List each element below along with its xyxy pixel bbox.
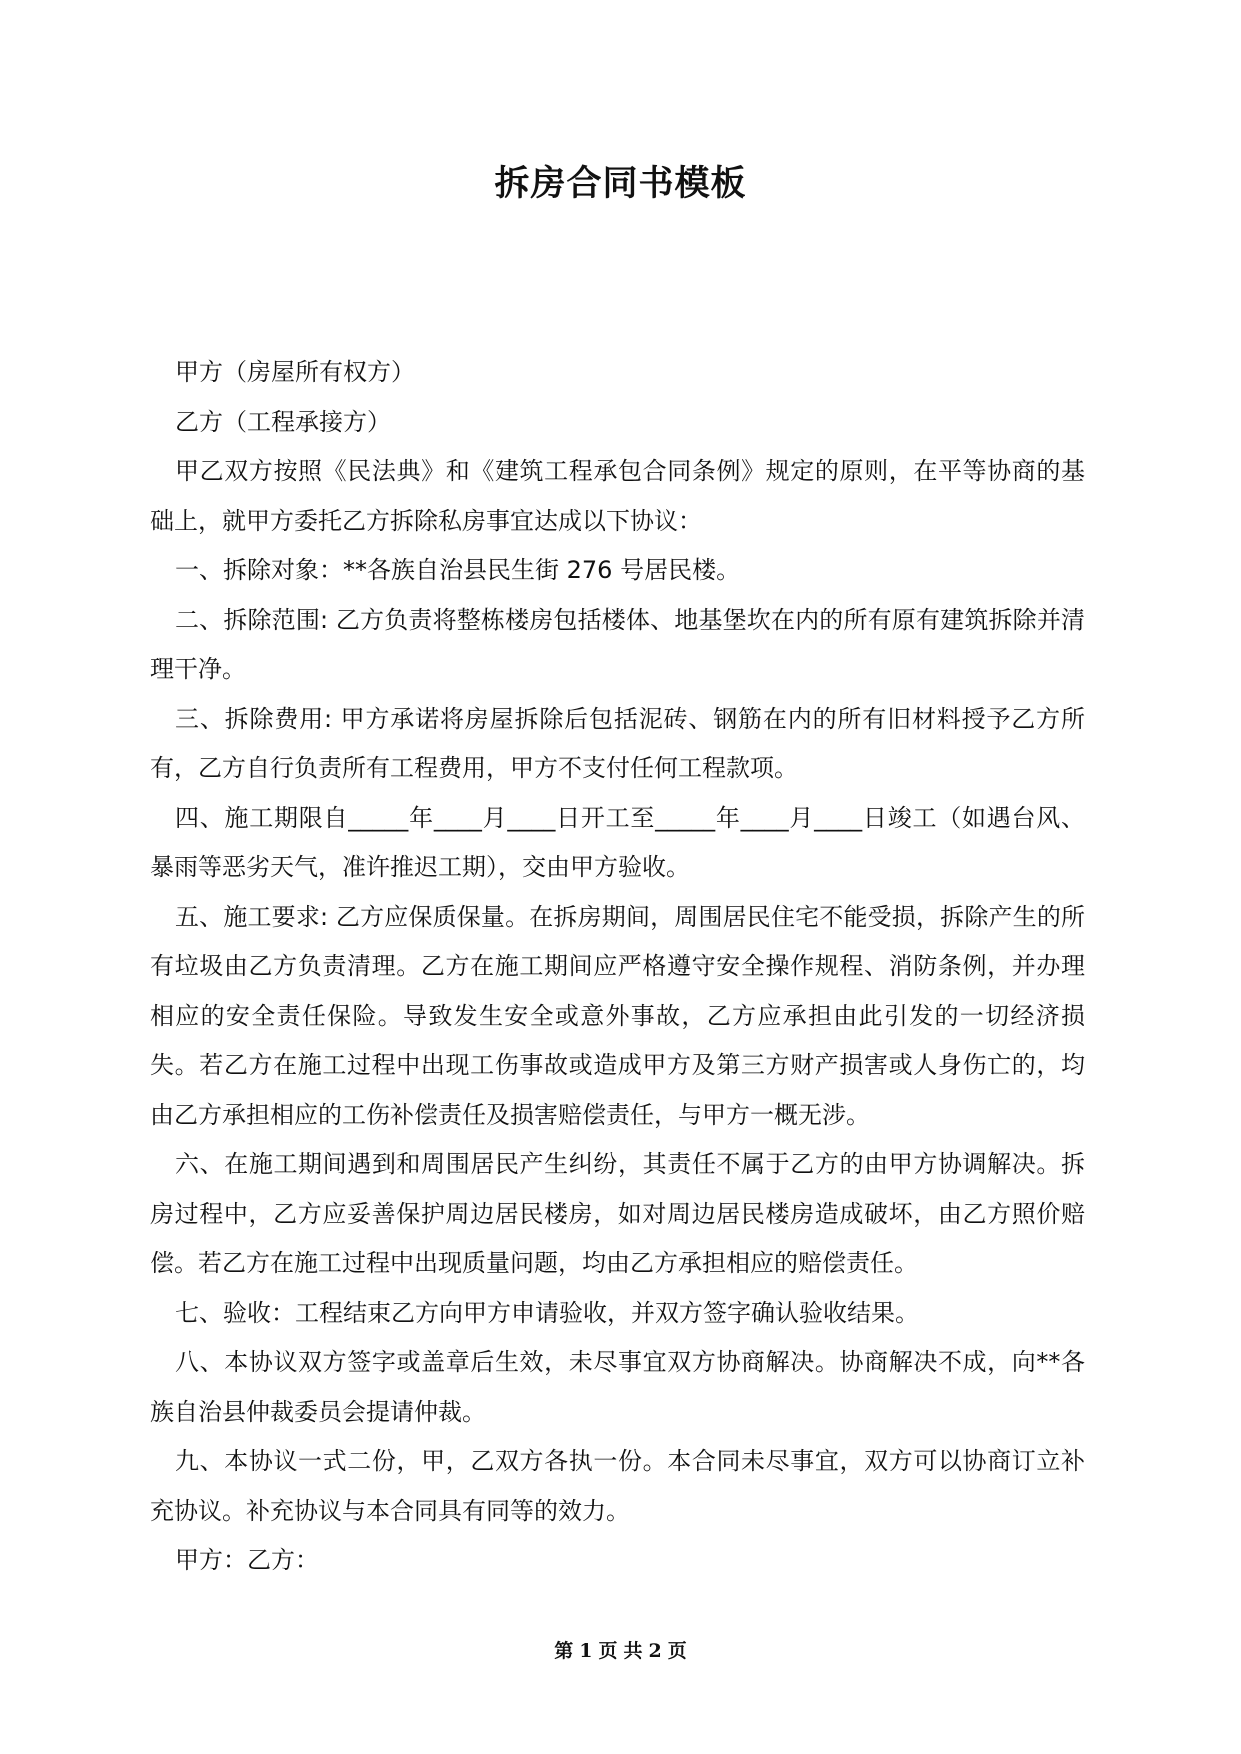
signature-line: 甲方：乙方： bbox=[175, 1546, 319, 1574]
clause-8-effect: 八、本协议双方签字或盖章后生效，未尽事宜双方协商解决。协商解决不成，向**各族自治县仲裁委员会提请仲裁。 bbox=[150, 1348, 1085, 1426]
footer-current-page: 1 bbox=[579, 1640, 593, 1662]
page-footer bbox=[0, 1638, 1241, 1664]
clause-7-acceptance: 七、验收：工程结束乙方向甲方申请验收，并双方签字确认验收结果。 bbox=[175, 1298, 919, 1327]
clause-3-cost: 三、拆除费用: 甲方承诺将房屋拆除后包括泥砖、钢筋在内的所有旧材料授予乙方所有，乙方自行负责所有工程费用，甲方不支付任何工程款项。 bbox=[150, 704, 1085, 782]
footer-prefix: 第 bbox=[554, 1640, 574, 1662]
preamble-paragraph: 甲乙双方按照《民法典》和《建筑工程承包合同条例》规定的原则，在平等协商的基础上，就甲方委托乙方拆除私房事宜达成以下协议： bbox=[150, 457, 1085, 535]
clause-6-disputes: 六、在施工期间遇到和周围居民产生纠纷，其责任不属于乙方的由甲方协调解决。拆房过程中，乙方应妥善保护周边居民楼房，如对周边居民楼房造成破坏，由乙方照价赔偿。若乙方在施工过程中出现质量问题，均由乙方承担相应的赔偿责任。 bbox=[150, 1150, 1085, 1277]
clause-4-period: 四、施工期限自_____年____月____日开工至_____年____月____日竣工（如遇台风、暴雨等恶劣天气，准许推迟工期），交由甲方验收。 bbox=[150, 803, 1085, 881]
party-a-line: 甲方（房屋所有权方） bbox=[175, 358, 415, 386]
document-body bbox=[150, 348, 1085, 1586]
document-title: 拆房合同书模板 bbox=[494, 164, 747, 204]
party-b-line: 乙方（工程承接方） bbox=[175, 407, 391, 436]
footer-total-pages: 2 bbox=[648, 1640, 662, 1662]
clause-2-scope: 二、拆除范围: 乙方负责将整栋楼房包括楼体、地基堡坎在内的所有原有建筑拆除并清理干净。 bbox=[150, 605, 1085, 683]
footer-suffix: 页 bbox=[667, 1640, 687, 1662]
clause-1-object: 一、拆除对象：**各族自治县民生街 276 号居民楼。 bbox=[175, 556, 741, 584]
clause-9-copies: 九、本协议一式二份，甲，乙双方各执一份。本合同未尽事宜，双方可以协商订立补充协议。补充协议与本合同具有同等的效力。 bbox=[150, 1447, 1085, 1525]
footer-total-prefix: 共 bbox=[623, 1640, 643, 1662]
footer-page-word: 页 bbox=[598, 1640, 618, 1662]
clause-5-requirements: 五、施工要求: 乙方应保质保量。在拆房期间，周围居民住宅不能受损，拆除产生的所有垃圾由乙方负责清理。乙方在施工期间应严格遵守安全操作规程、消防条例，并办理相应的安全责任保险。导致发生安全或意外事故，乙方应承担由此引发的一切经济损失。若乙方在施工过程中出现工伤事故或造成甲方及第三方财产损害或人身伤亡的，均由乙方承担相应的工伤补偿责任及损害赔偿责任，与甲方一概无涉。 bbox=[150, 902, 1085, 1129]
